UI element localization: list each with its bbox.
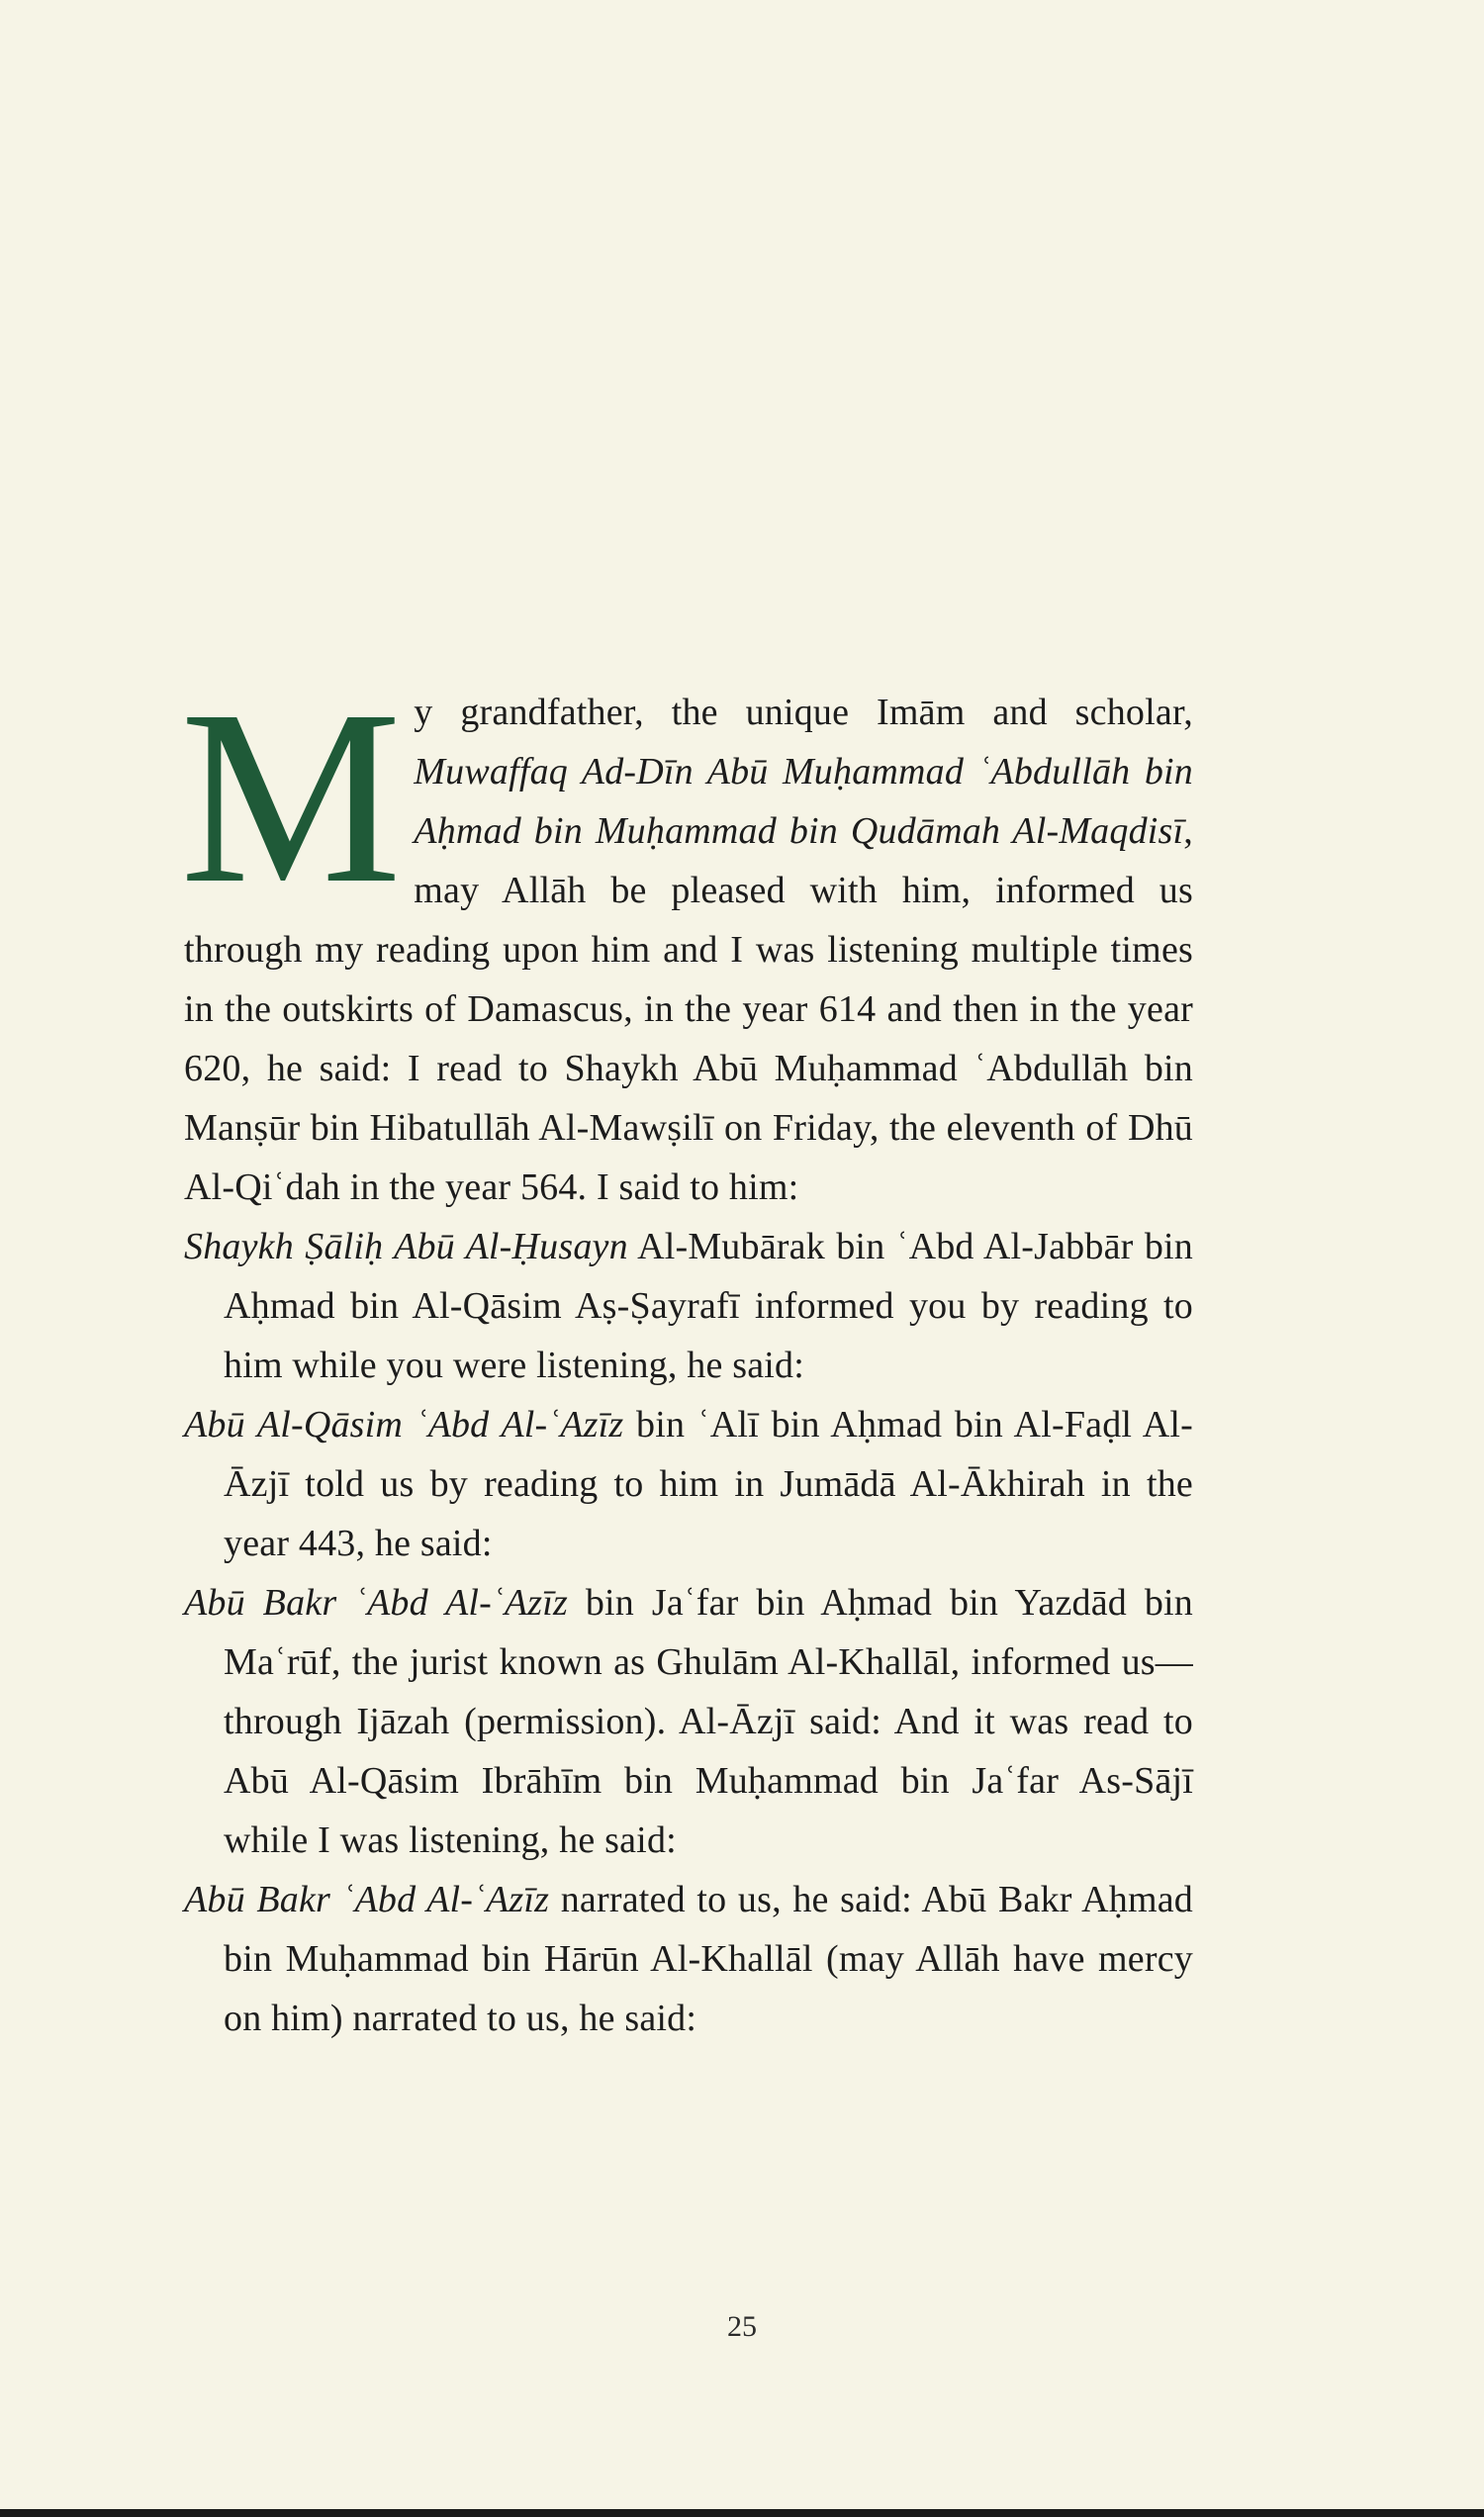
intro-name-italic: Muwaffaq Ad-Dīn Abū Muḥammad ʿAbdullāh bin Aḥmad bin Muḥammad bin Qudāmah Al-Maqdisī bbox=[414, 751, 1193, 852]
chain-paragraph-1 bbox=[184, 1217, 1193, 1395]
main-text bbox=[180, 658, 1193, 2048]
chain-2-text: bin ʿAlī bin Aḥmad bin Al-Faḍl Al-Āzjī told us by reading to him in Jumādā Al-Ākhirah in the year 443, he said: bbox=[224, 1404, 1193, 1564]
chain-3-text: bin Jaʿfar bin Aḥmad bin Yazdād bin Maʿrūf, the jurist known as Ghulām Al-Khallāl, informed us—through Ijāzah (permission). Al-Āzjī said: And it was read to Abū Al-Qāsim Ibrāhīm bin Muḥammad bin Jaʿfar As-Sājī while I was listening, he said: bbox=[224, 1582, 1193, 1861]
chain-4-text: narrated to us, he said: Abū Bakr Aḥmad bin Muḥammad bin Hārūn Al-Khallāl (may Allāh have mercy on him) narrated to us, he said: bbox=[224, 1879, 1193, 2039]
drop-cap: M bbox=[180, 658, 403, 935]
chain-1-text: Al-Mubārak bin ʿAbd Al-Jabbār bin Aḥmad bin Al-Qāsim Aṣ-Ṣayrafī informed you by reading to him while you were listening, he said: bbox=[224, 1226, 1193, 1386]
chain-3-name: Abū Bakr ʿAbd Al-ʿAzīz bbox=[184, 1582, 568, 1624]
intro-paragraph bbox=[180, 658, 1193, 1217]
scan-bottom-edge bbox=[0, 2509, 1484, 2517]
page-number: 25 bbox=[727, 2310, 757, 2343]
chain-4-name: Abū Bakr ʿAbd Al-ʿAzīz bbox=[184, 1879, 550, 1920]
chain-2-name: Abū Al-Qāsim ʿAbd Al-ʿAzīz bbox=[184, 1404, 624, 1445]
chain-1-name: Shaykh Ṣāliḥ Abū Al-Ḥusayn bbox=[184, 1226, 628, 1267]
chain-paragraph-3 bbox=[184, 1573, 1193, 1870]
intro-text-2: , may Allāh be pleased with him, informed us through my reading upon him and I was listening multiple times in the outskirts of Damascus, in the year 614 and then in the year 620, he said: I read to Shaykh Abū Muḥammad ʿAbdullāh bin Manṣūr bin Hibatullāh Al-Mawṣilī on Friday, the eleventh of Dhū Al-Qiʿdah in the year 564. I said to him: bbox=[184, 810, 1193, 1208]
intro-text-1: y grandfather, the unique Imām and scholar, bbox=[414, 692, 1193, 733]
chain-paragraph-4 bbox=[184, 1870, 1193, 2048]
chain-paragraph-2 bbox=[184, 1395, 1193, 1573]
